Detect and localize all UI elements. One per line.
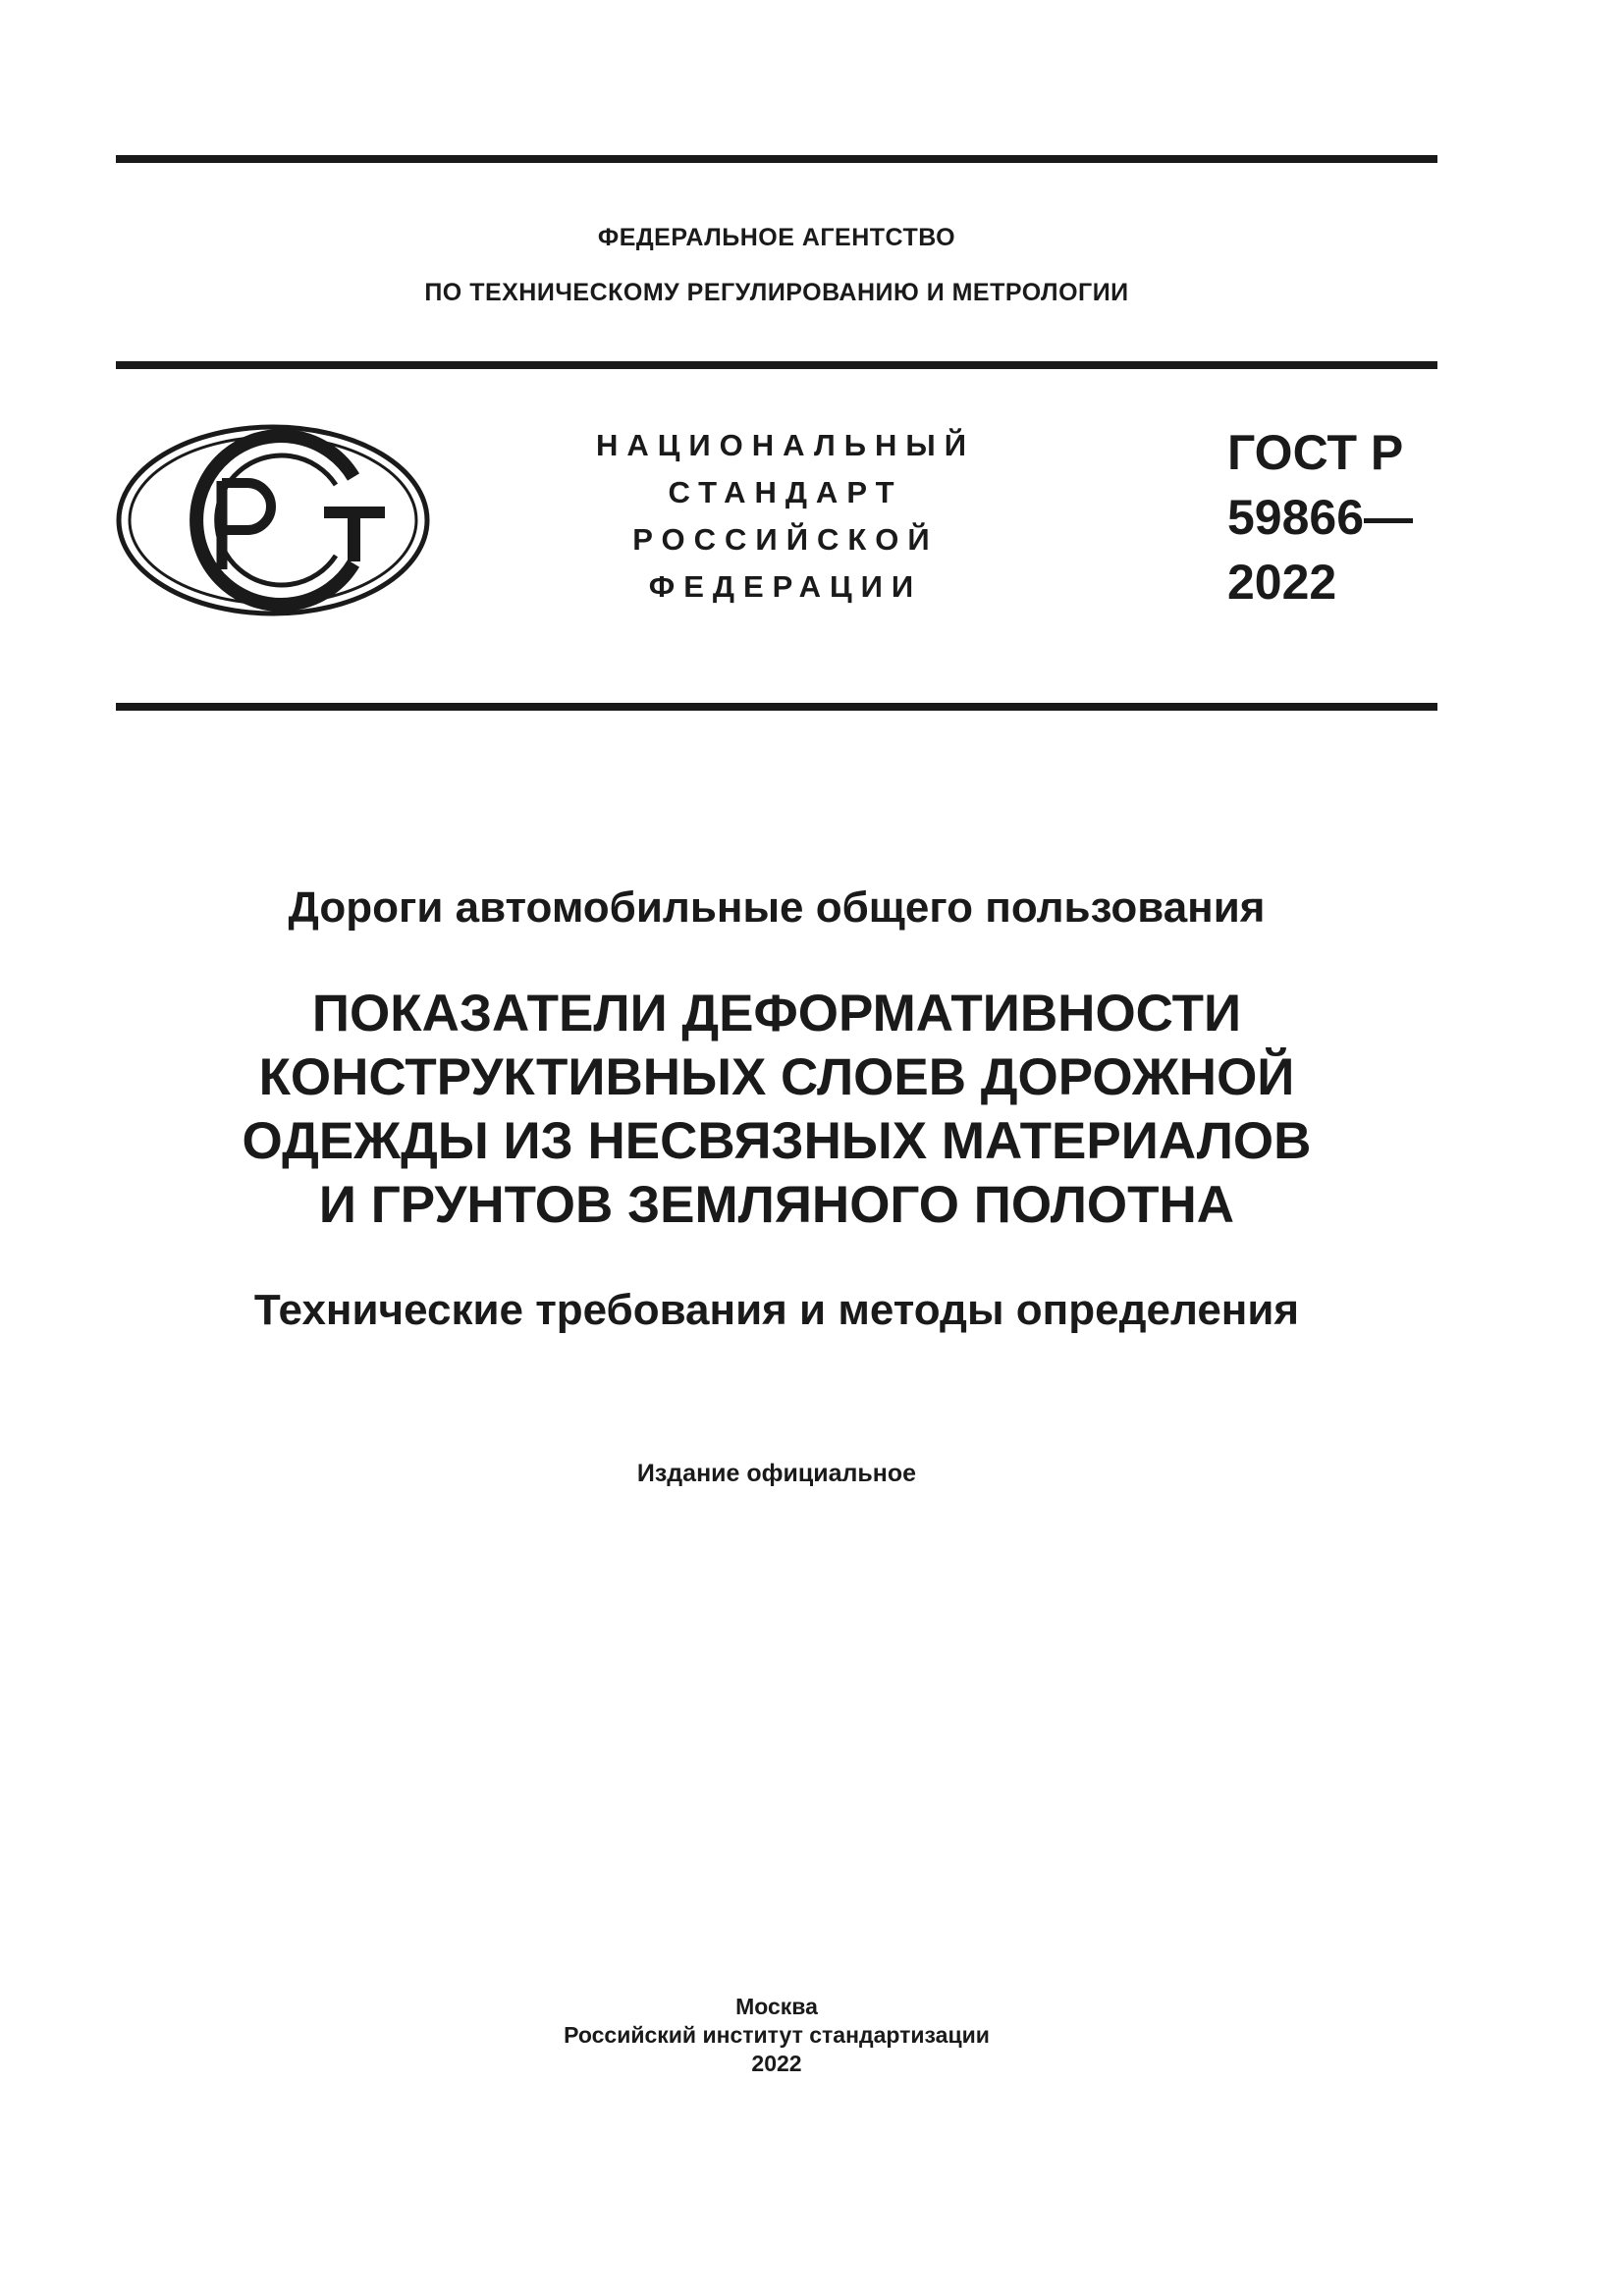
national-standard-line2: СТАНДАРТ [668,475,903,509]
imprint-city: Москва [735,1994,818,2019]
imprint-year: 2022 [751,2051,802,2076]
agency-name-line2: ПО ТЕХНИЧЕСКОМУ РЕГУЛИРОВАНИЮ И МЕТРОЛОГИИ [424,279,1129,306]
agency-name-line1: ФЕДЕРАЛЬНОЕ АГЕНТСТВО [597,224,956,251]
main-title-line2: КОНСТРУКТИВНЫХ СЛОЕВ ДОРОЖНОЙ [258,1048,1295,1106]
top-rule [116,155,1437,163]
document-subtitle: Технические требования и методы определения [253,1286,1300,1334]
designation-line2: 59866— [1227,490,1414,545]
main-title-line4: И ГРУНТОВ ЗЕМЛЯНОГО ПОЛОТНА [318,1176,1235,1234]
national-standard-line3: РОССИЙСКОЙ [632,522,939,557]
main-title [116,982,1437,1237]
designation-line1: ГОСТ Р [1227,425,1404,480]
edition-label: Издание официальное [636,1460,917,1487]
main-title-line3: ОДЕЖДЫ ИЗ НЕСВЯЗНЫХ МАТЕРИАЛОВ [242,1112,1312,1170]
title-block-rule [116,703,1437,711]
designation-line3: 2022 [1227,555,1337,610]
header-rule [116,361,1437,369]
national-standard-line4: ФЕДЕРАЦИИ [648,569,923,604]
main-title-line1: ПОКАЗАТЕЛИ ДЕФОРМАТИВНОСТИ [311,985,1242,1042]
document-subject: Дороги автомобильные общего пользования [288,883,1266,932]
imprint-publisher: Российский институт стандартизации [564,2022,990,2048]
imprint [116,1993,1437,2078]
rst-mark-icon [114,422,432,623]
national-standard-label [550,422,1021,611]
national-standard-line1: НАЦИОНАЛЬНЫЙ [595,428,976,462]
standard-designation [1227,420,1413,614]
